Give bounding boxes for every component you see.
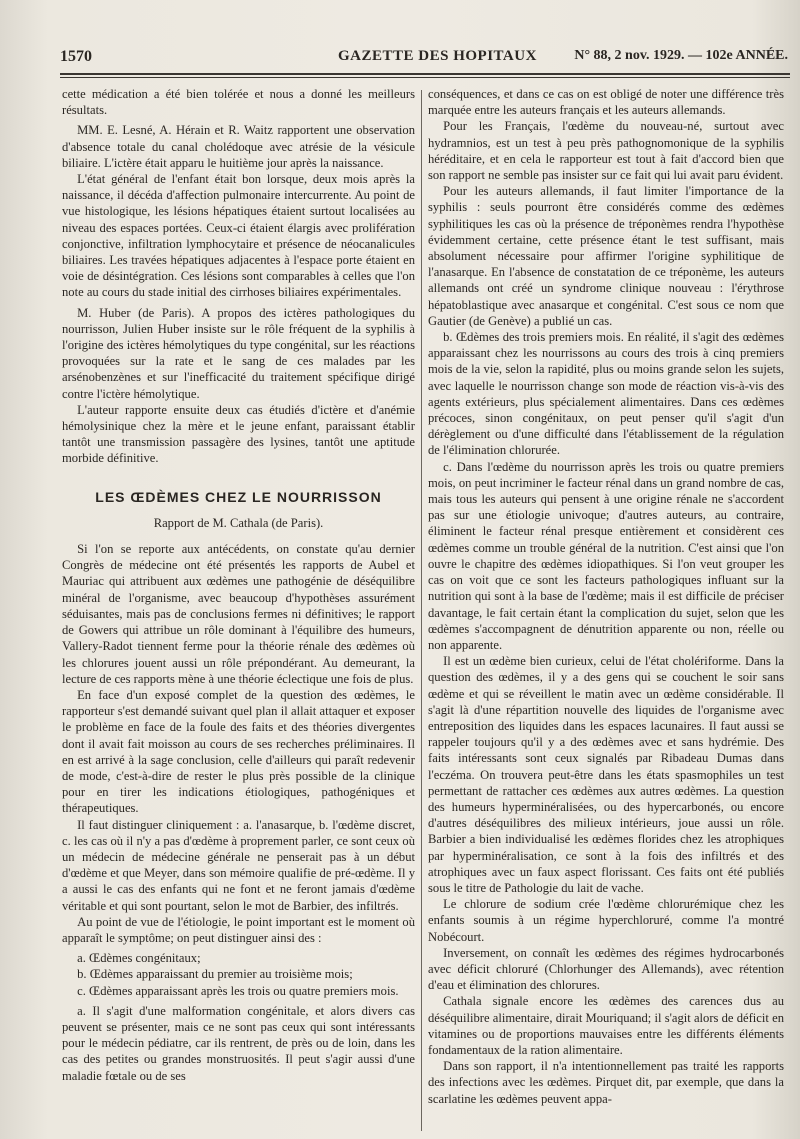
list-item: b. Œdèmes apparaissant du premier au troisième mois; [77,967,353,982]
paragraph: L'auteur rapporte ensuite deux cas étudiés d'ictère et d'anémie hémolysinique chez la mère et le jeune enfant, paraissant établir tantôt une transmission passagère des lysines, tantôt une aptitude morbide définitive. [62,402,415,466]
paragraph: b. Œdèmes des trois premiers mois. En réalité, il s'agit des œdèmes apparaissant chez les nourrissons au cours des trois à cinq premiers mois de la vie, selon la rapidité, plus ou moins grande selon les sujets, avec laquelle le nourrisson change son mode de réaction vis-à-vis des agents extérieurs, plus spécialement alimentaires. Dans ces œdèmes précoces, sinon congénitaux, on peut penser qu'il s'agit d'un dérèglement ou d'une difficulté dans l'établissement de la régulation de l'élimination chlorurée. [428,330,784,458]
paragraph: Le chlorure de sodium crée l'œdème chlorurémique chez les enfants soumis à un régime hyperchloruré, comme l'a montré Nobécourt. [428,897,784,944]
paragraph: MM. E. Lesné, A. Hérain et R. Waitz rapportent une observation d'absence totale du canal cholédoque avec atrésie de la vésicule biliaire. L'ictère était apparu le huitième jour après la naissance. [62,123,415,170]
page-header [60,48,788,72]
paragraph: Pour les auteurs allemands, il faut limiter l'importance de la syphilis : seuls pourront être considérés comme des œdèmes syphilitiques les cas où la présence de tréponèmes rendra l'hypothèse évidemment certaine, cette présence étant le test suffisant, mais absolument nécessaire pour affirmer l'origine syphilitique de l'anasarque. En l'absence de constatation de ce tréponème, les auteurs allemands ont créé un syndrome clinique nouveau : l'érythrose hépatoblastique avec anasarque et congénital. C'est sous ce nom que Gautier (de Genève) a publié un cas. [428,184,784,328]
header-rule-thin [60,77,790,78]
paragraph: Au point de vue de l'étiologie, le point important est le moment où apparaît le symptôme; on peut distinguer ainsi des : [62,914,415,945]
section-title: LES ŒDÈMES CHEZ LE NOURRISSON [95,488,382,505]
paragraph: Pour les Français, l'œdème du nouveau-né, surtout avec hydramnios, est un test à peu près pathognomonique de la syphilis héréditaire, et en cela le rapporteur est tout à fait d'accord bien que son rapport ne semble pas insister sur ce fait qui lui avait paru évident. [428,119,784,183]
paragraph: Il faut distinguer cliniquement : a. l'anasarque, b. l'œdème discret, c. les cas où il n'y a pas d'œdème à proprement parler, ce sont ceux où un médecin de médecine générale ne penserait pas à un début d'œdème et que Meyer, dans son mémoire qualifie de pré-œdème. Il y a aussi le cas des enfants qui ne font et ne feront jamais d'œdème véritable et qui sont pourtant, selon le mot de Barbier, des infiltrés. [62,817,415,913]
paragraph: M. Huber (de Paris). A propos des ictères pathologiques du nourrisson, Julien Huber insiste sur le rôle fréquent de la syphilis à l'origine des ictères hémolytiques du type congénital, sur les réactions provoquées sur la rate et le sang de ces malades par les arsénobenzènes et sur l'inefficacité du traitement spécifique dirigé contre l'ictère hémolytique. [62,305,415,401]
etiology-list [62,950,415,999]
right-column [428,86,784,1107]
paragraph: Cathala signale encore les œdèmes des carences dus au déséquilibre alimentaire, dirait Mouriquand; il s'agit alors de déficit en vitamines ou de proportions mauvaises entre les différents éléments fondamentaux de la ration alimentaire. [428,994,784,1057]
header-rule-thick [60,73,790,75]
paragraph: Dans son rapport, il n'a intentionnellement pas traité les rapports des infections avec les œdèmes. Pirquet dit, par exemple, que dans la scarlatine les œdèmes peuvent appa- [428,1059,784,1106]
section-author: Rapport de M. Cathala (de Paris). [153,515,324,530]
paragraph: En face d'un exposé complet de la question des œdèmes, le rapporteur s'est demandé suivant quel plan il allait attaquer et exposer le problème en face de la foule des faits et des théories divergentes dont il avait fait moisson au cours de ses recherches préliminaires. Il en est arrivé à la sage conclusion, celle d'ailleurs qui paraît redevenir de mode, c'est-à-dire de rester le plus près possible de la clinique pour en tirer les indications étiologiques, pathogéniques et thérapeutiques. [62,687,415,816]
column-divider [421,90,422,1131]
paragraph: Il est un œdème bien curieux, celui de l'état cholériforme. Dans la question des œdèmes, il y a des gens qui se couchent le soir sans œdème et qui se réveillent le matin avec un œdème considérable. Il s'agit là d'une répartition nouvelle des liquides de l'organisme avec entreposition des liquides dans les espaces lacunaires. Il faut aussi se rappeler toujours qu'il y a des œdèmes avec et sans hydrémie. Des faits intéressants sont ceux signalés par Ribadeau Dumas dans l'eczéma. On trouvera peut-être dans les états spasmophiles un test permettant de rattacher ces œdèmes aux autres œdèmes. La question des humeurs hyperminéralisées, ou des hypercarbonés, ou encore d'autres déséquilibres des milieux intérieurs, joue aussi un rôle. Barbier a bien individualisé les œdèmes florides chez les atrophiques par hyperminéralisation, ce sont à la fois des infiltrés et des atrophiques avec un faux aspect florissant. Ces faits ont été publiés sous le titre de Pathologie du lait de vache. [428,654,784,895]
paragraph: Inversement, on connaît les œdèmes des régimes hydrocarbonés avec déficit chloruré (Chlorhunger des Allemands), avec rétention d'eau et élimination des chlorures. [428,945,784,993]
journal-title: GAZETTE DES HOPITAUX [338,48,537,64]
paragraph: c. Dans l'œdème du nourrisson après les trois ou quatre premiers mois, on peut incriminer le facteur rénal dans un grand nombre de cas, mais tous les auteurs qui pensent à une origine rénale ne s'accordent pas sur une étiologie univoque; d'autres auteurs, au contraire, éliminent le facteur rénal presque entièrement et considèrent ces œdèmes comme un trouble général de la nutrition. C'est ainsi que l'on ouvre le chapitre des œdèmes idiopathiques. Si l'on veut grouper les cas on voit que ce sont les facteurs pathologiques influant sur la nutrition qui sont à la base de l'œdème; mais il est difficile de préciser davantage, le fait certain étant la complication du sujet, selon que les œdèmes s'accompagnent de dénutrition apparente ou non, réelle ou non apparente. [428,459,784,652]
list-item: c. Œdèmes apparaissant après les trois ou quatre premiers mois. [77,983,399,998]
issue-info: N° 88, 2 nov. 1929. — 102e ANNÉE. [574,48,788,63]
paragraph: a. Il s'agit d'une malformation congénitale, et alors divers cas peuvent se présenter, mais ce ne sont pas ceux qui sont intéressants pour le médecin pédiatre, car ils rentrent, de près ou de loin, dans les cas des petites ou grandes monstruosités. Il peut s'agir aussi d'une maladie fœtale ou de ses [62,1003,415,1083]
paragraph: cette médication a été bien tolérée et nous a donné les meilleurs résultats. [62,87,415,118]
paragraph: L'état général de l'enfant était bon lorsque, deux mois après la naissance, il décéda d'affection pulmonaire intercurrente. Au point de vue histologique, les lésions hépatiques étaient surtout localisées au niveau des espaces portées. Ceux-ci étaient élargis avec prolifération conjonctive, infiltration lymphocytaire et présence de néocanalicules biliaires. Les travées hépatiques adjacentes à l'espace porte étaient en voie de désintégration. Ces lésions sont comparables à celles que l'on note au cours du stade initial des cirrhoses biliaires expérimentales. [62,172,415,300]
paragraph: conséquences, et dans ce cas on est obligé de noter une différence très marquée entre les auteurs français et les auteurs allemands. [428,87,784,118]
left-column [62,86,415,1084]
list-item: a. Œdèmes congénitaux; [77,951,201,966]
paragraph: Si l'on se reporte aux antécédents, on constate qu'au dernier Congrès de médecine ont été présentés les rapports de Aubel et Mauriac qui attribuent aux œdèmes une pathogénie de déséquilibre minéral de l'organisme, avec beaucoup d'hypothèses assurément séduisantes, mais pas de conclusions fermes ni définitives; le rapport de Gowers qui attribue un rôle dominant à l'équilibre des humeurs, Vallery-Radot tiennent ferme pour la théorie rénale des œdèmes où les chlorures jouent aussi un rôle prépondérant. Au demeurant, la lecture de ces rapports mène à une théorie éclectique une fois de plus. [62,542,415,686]
page-number: 1570 [60,48,92,65]
